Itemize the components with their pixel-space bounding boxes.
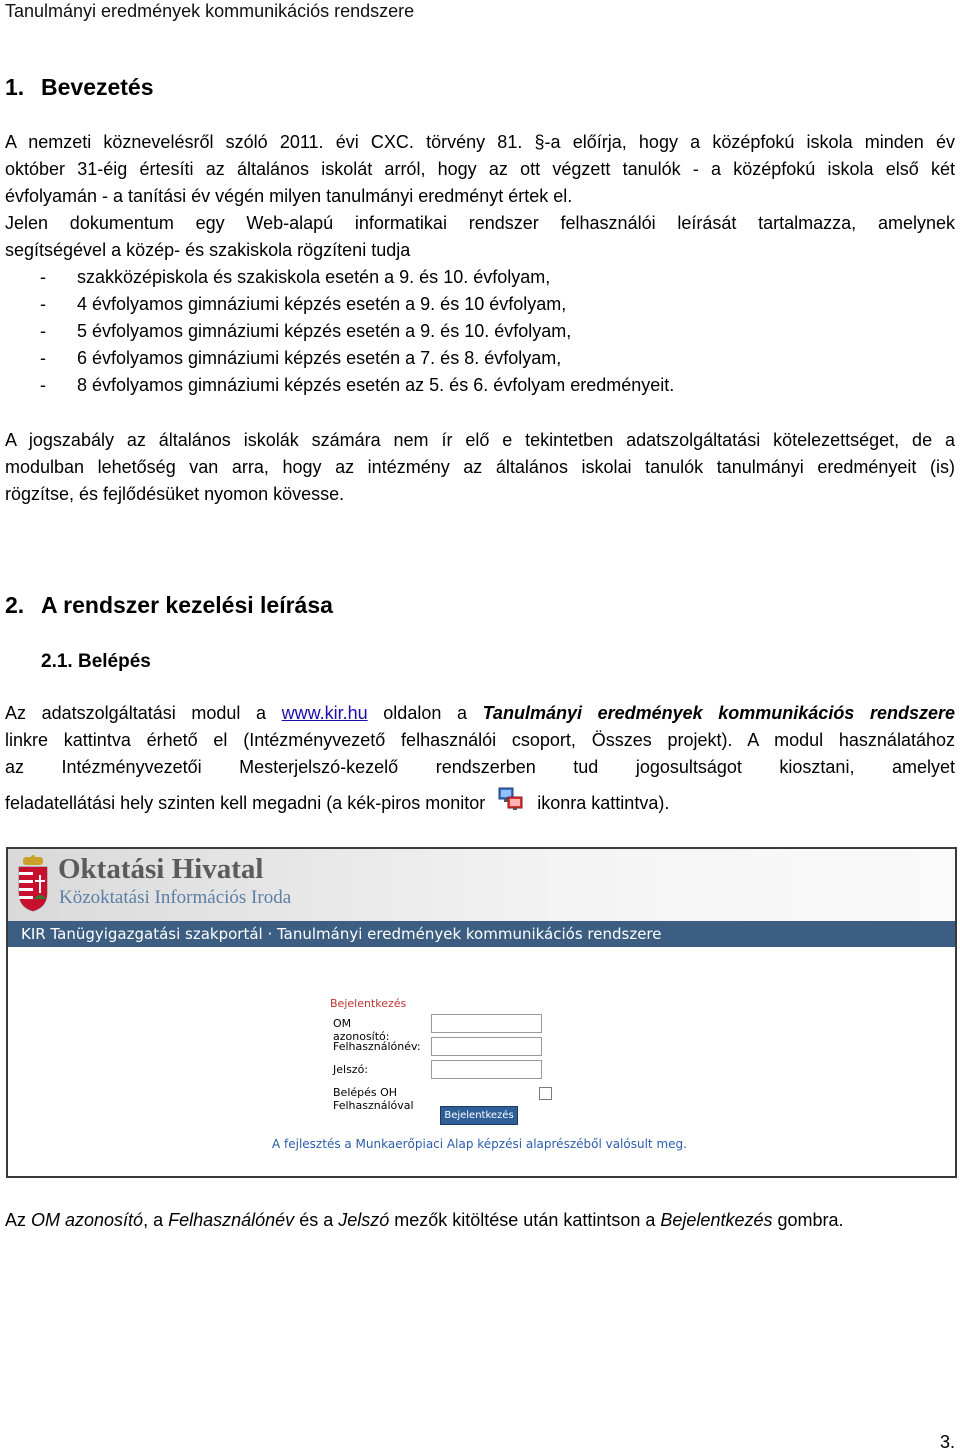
kir-link[interactable]: www.kir.hu xyxy=(281,703,368,723)
om-ref: OM azonosító xyxy=(31,1210,144,1230)
text-line: az Intézményvezetői Mesterjelszó-kezelő rendszerben tud jogosultságot kiosztani, amelyet xyxy=(5,757,955,777)
org-subtitle: Közoktatási Információs Iroda xyxy=(59,887,292,908)
list-dash: - xyxy=(40,375,46,395)
list-item xyxy=(5,291,566,318)
funding-note: A fejlesztés a Munkaerőpiaci Alap képzési alaprészéből valósult meg. xyxy=(272,1137,687,1151)
text-line xyxy=(5,785,669,821)
username-input[interactable] xyxy=(431,1037,542,1056)
text-run: , a xyxy=(143,1210,169,1230)
text-run: ikonra kattintva). xyxy=(537,793,670,813)
text-run: és a xyxy=(294,1210,339,1230)
login-paragraph xyxy=(5,700,955,781)
text-line: rögzítse, és fejlődésüket nyomon kövesse. xyxy=(5,484,345,504)
text-line xyxy=(5,700,955,727)
list-item-text: 4 évfolyamos gimnáziumi képzés esetén a 9. és 10 évfolyam, xyxy=(77,294,567,314)
login-form xyxy=(330,997,514,1121)
section-2-title: A rendszer kezelési leírása xyxy=(41,592,333,618)
text-line: Jelen dokumentum egy Web-alapú informatikai rendszer felhasználói leírását tartalmazza, amelynek xyxy=(5,213,955,233)
list-dash: - xyxy=(40,321,46,341)
text-line: modulban lehetőség van arra, hogy az intézmény az általános iskolai tanulók tanulmányi eredményeit (is) xyxy=(5,457,955,477)
username-row xyxy=(330,1037,421,1060)
list-item xyxy=(5,345,561,372)
username-ref: Felhasználónév xyxy=(168,1210,295,1230)
text-line: évfolyamán - a tanítási év végén milyen tanulmányi eredményt értek el. xyxy=(5,186,573,206)
coat-of-arms-icon xyxy=(15,855,51,913)
text-line: linkre kattintva érhető el (Intézményvezető felhasználói csoport, Összes projekt). A modul használatához xyxy=(5,730,955,750)
login-ref: Bejelentkezés xyxy=(660,1210,773,1230)
section-2-heading xyxy=(5,592,333,619)
oh-login-checkbox[interactable] xyxy=(539,1087,552,1100)
field-label: OM azonosító: xyxy=(333,1017,390,1043)
list-item xyxy=(5,372,674,399)
login-title: Bejelentkezés xyxy=(330,997,407,1010)
om-id-input[interactable] xyxy=(431,1014,542,1033)
text-line: segítségével a közép- és szakiskola rögzíteni tudja xyxy=(5,240,411,260)
text-run: gombra. xyxy=(772,1210,844,1230)
monitor-icon[interactable] xyxy=(498,787,524,811)
login-screenshot xyxy=(6,847,957,1178)
list-item xyxy=(5,264,550,291)
module-name: Tanulmányi eredmények kommunikációs rendszere xyxy=(482,703,955,723)
list-item-text: 5 évfolyamos gimnáziumi képzés esetén a 9. és 10. évfolyam, xyxy=(77,321,572,341)
text-line: A nemzeti köznevelésről szóló 2011. évi CXC. törvény 81. §-a előírja, hogy a középfokú iskola minden év xyxy=(5,132,955,152)
password-input[interactable] xyxy=(431,1060,542,1079)
oh-login-row xyxy=(330,1083,414,1112)
section-2-number: 2. xyxy=(5,592,25,618)
field-label: Jelszó: xyxy=(333,1063,369,1076)
text-run: mezők kitöltése után kattintson a xyxy=(389,1210,661,1230)
list-item xyxy=(5,318,571,345)
field-label: Felhasználónév: xyxy=(333,1040,421,1053)
text-run: feladatellátási hely szinten kell megadni (a kék-piros monitor xyxy=(5,793,486,813)
list-item-text: 8 évfolyamos gimnáziumi képzés esetén az 5. és 6. évfolyam eredményeit. xyxy=(77,375,675,395)
intro-paragraph xyxy=(5,129,955,210)
portal-navbar: KIR Tanügyigazgatási szakportál · Tanulmányi eredmények kommunikációs rendszere xyxy=(8,921,955,947)
password-ref: Jelszó xyxy=(338,1210,390,1230)
list-dash: - xyxy=(40,294,46,314)
text-line: október 31-éig értesíti az általános iskolát arról, hogy az ott végzett tanulók - a középfokú iskola első két xyxy=(5,159,955,179)
section-1-heading xyxy=(5,74,154,101)
checkbox-label: Belépés OH Felhasználóval xyxy=(333,1086,414,1112)
login-button[interactable]: Bejelentkezés xyxy=(440,1106,518,1125)
instruction-paragraph xyxy=(5,1207,955,1234)
org-name: Oktatási Hivatal xyxy=(58,853,264,885)
subsection-heading: 2.1. Belépés xyxy=(41,651,151,672)
text-run: Az adatszolgáltatási modul a xyxy=(5,703,282,723)
list-item-text: 6 évfolyamos gimnáziumi képzés esetén a 7. és 8. évfolyam, xyxy=(77,348,562,368)
list-item-text: szakközépiskola és szakiskola esetén a 9. és 10. évfolyam, xyxy=(77,267,551,287)
om-row xyxy=(330,1014,406,1043)
section-1-title: Bevezetés xyxy=(41,74,154,100)
section-1-number: 1. xyxy=(5,74,25,100)
list-dash: - xyxy=(40,348,46,368)
text-run: oldalon a xyxy=(367,703,483,723)
legal-paragraph xyxy=(5,427,955,508)
list-dash: - xyxy=(40,267,46,287)
site-banner xyxy=(8,849,955,921)
running-header: Tanulmányi eredmények kommunikációs rendszere xyxy=(5,1,415,21)
scope-paragraph xyxy=(5,210,955,264)
text-run: Az xyxy=(5,1210,32,1230)
page-number: 3. xyxy=(939,1432,955,1452)
password-row xyxy=(330,1060,406,1083)
text-line: A jogszabály az általános iskolák számára nem ír elő e tekintetben adatszolgáltatási kötelezettséget, de a xyxy=(5,430,955,450)
